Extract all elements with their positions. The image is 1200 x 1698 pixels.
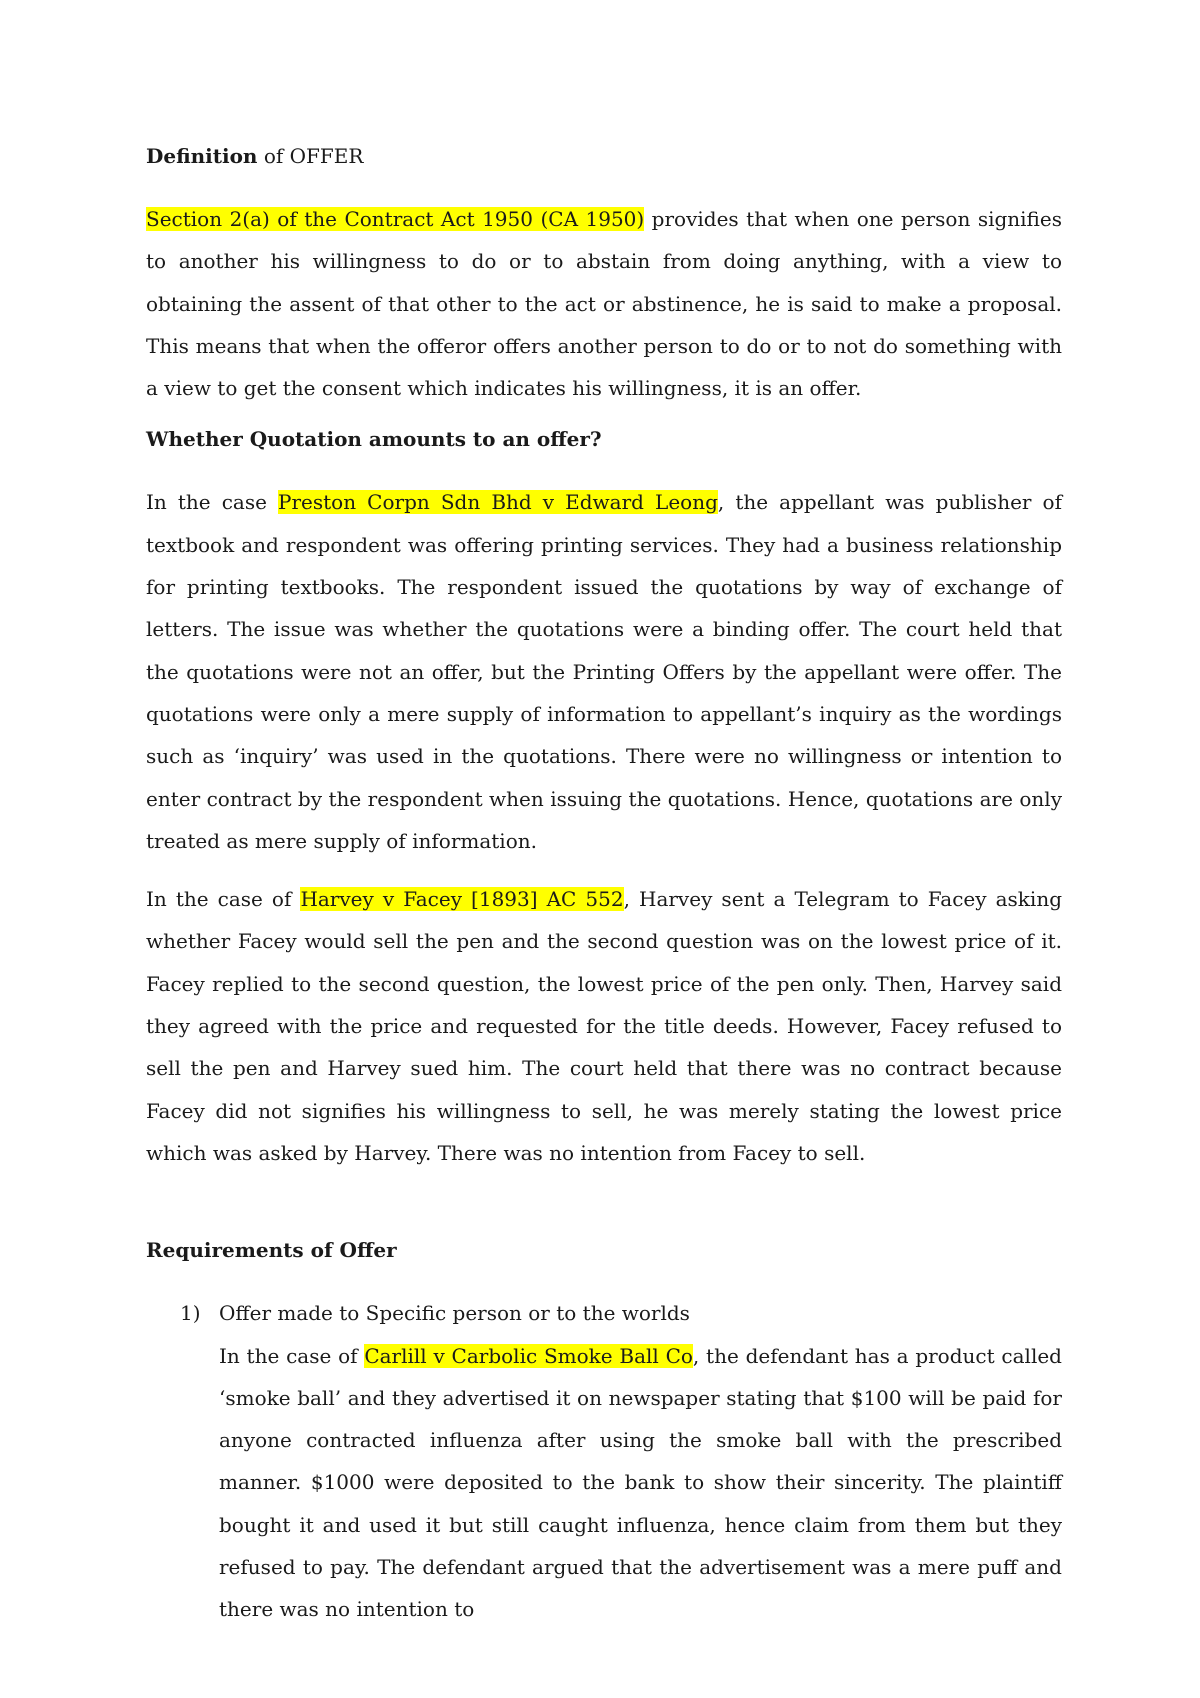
list-item — [146, 1292, 1062, 1630]
carlill-text: , the defendant has a product called ‘smoke ball’ and they advertised it on newspaper stating that $100 will be paid for anyone contracted influenza after using the smoke ball with the prescribed manner. $1000 were deposited to the bank to show their sincerity. The plaintiff bought it and used it but still caught influenza, hence claim from them but they refused to pay. The defendant argued that the advertisement was a mere puff and there was no intention to — [219, 1343, 1062, 1622]
list-item-number: 1) — [180, 1301, 201, 1326]
preston-text: , the appellant was publisher of textbook and respondent was offering printing services. They had a business relationship for printing textbooks. The respondent issued the quotations by way of exchange of letters. The issue was whether the quotations were a binding offer. The court held that the quotations were not an offer, but the Printing Offers by the appellant were offer. The quotations were only a mere supply of information to appellant’s inquiry as the wordings such as ‘inquiry’ was used in the quotations. There were no willingness or intention to enter contract by the respondent when issuing the quotations. Hence, quotations are only treated as mere supply of information. — [146, 490, 1063, 853]
harvey-intro: In the case of — [146, 887, 301, 912]
quotation-heading: Whether Quotation amounts to an offer? — [146, 427, 602, 452]
definition-heading — [146, 142, 1062, 170]
document-page — [146, 142, 1062, 1631]
definition-paragraph — [146, 198, 1062, 409]
carlill-case-highlight: Carlill v Carbolic Smoke Ball Co — [364, 1343, 693, 1368]
section-citation-highlight: Section 2(a) of the Contract Act 1950 (CA 1950) — [146, 207, 645, 231]
list-item-body — [219, 1292, 1062, 1630]
preston-paragraph — [146, 481, 1062, 862]
requirements-heading: Requirements of Offer — [146, 1238, 397, 1263]
section-spacer — [146, 1190, 1062, 1236]
preston-intro: In the case — [146, 490, 279, 515]
definition-text: provides that when one person signifies to another his willingness to do or to abstain from doing anything, with a view to obtaining the assent of that other to the act or abstinence, he is said to make a proposal. This means that when the offeror offers another person to do or to not do something with a view to get the consent which indicates his willingness, it is an offer. — [146, 207, 1062, 401]
carlill-intro: In the case of — [219, 1343, 365, 1368]
definition-heading-rest: of OFFER — [257, 144, 364, 168]
definition-heading-bold: Definition — [146, 144, 258, 168]
harvey-case-highlight: Harvey v Facey [1893] AC 552 — [300, 887, 624, 912]
carlill-paragraph — [219, 1335, 1062, 1631]
harvey-text: , Harvey sent a Telegram to Facey asking whether Facey would sell the pen and the second question was on the lowest price of it. Facey replied to the second question, the lowest price of the pen only. Then, Harvey said they agreed with the price and requested for the title deeds. However, Facey refused to sell the pen and Harvey sued him. The court held that there was no contract because Facey did not signifies his willingness to sell, he was merely stating the lowest price which was asked by Harvey. There was no intention from Facey to sell. — [146, 887, 1062, 1165]
preston-case-highlight: Preston Corpn Sdn Bhd v Edward Leong — [278, 490, 718, 515]
list-item-title: Offer made to Specific person or to the worlds — [219, 1301, 690, 1326]
harvey-paragraph — [146, 878, 1062, 1174]
